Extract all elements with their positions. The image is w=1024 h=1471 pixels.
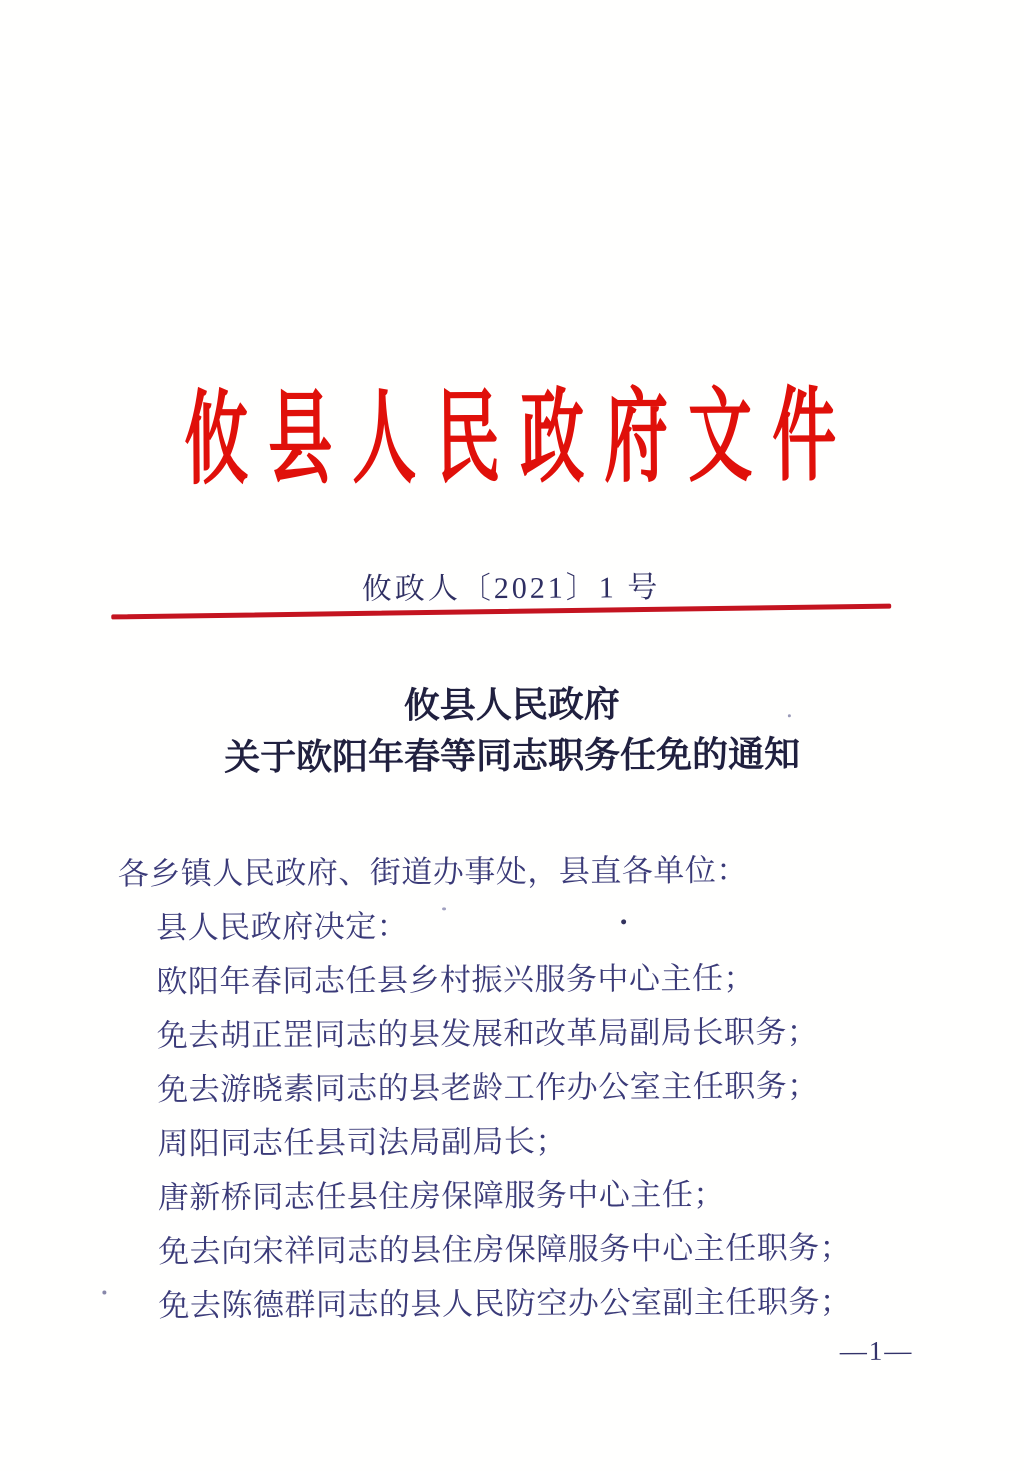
body-line: 免去向宋祥同志的县住房保障服务中心主任职务； — [158, 1229, 852, 1270]
body-line: 欧阳年春同志任县乡村振兴服务中心主任； — [156, 960, 756, 1000]
government-masthead-title: 攸县人民政府文件 — [183, 379, 857, 498]
notice-title — [0, 677, 1024, 785]
body-line: 免去胡正罡同志的县发展和改革局副局长职务； — [156, 1014, 819, 1054]
ink-dot-artifact — [102, 1290, 106, 1294]
page-number: —1— — [839, 1335, 914, 1367]
notice-title-line1: 攸县人民政府 — [403, 684, 620, 726]
body-line: 免去游晓素同志的县老龄工作办公室主任职务； — [157, 1068, 819, 1108]
body-line: 唐新桥同志任县住房保障服务中心主任； — [157, 1176, 725, 1216]
document-reference-number: 攸政人〔2021〕1 号 — [361, 571, 661, 606]
ink-dot-artifact — [621, 919, 626, 924]
body-line: 周阳同志任县司法局副局长； — [157, 1123, 568, 1162]
body-line: 县人民政府决定： — [156, 908, 409, 946]
ink-dot-artifact — [442, 907, 446, 910]
salutation-line: 各乡镇人民政府、街道办事处，县直各单位： — [117, 852, 748, 892]
ink-dot-artifact — [788, 714, 791, 717]
body-paragraphs — [118, 843, 921, 1334]
body-line: 免去陈德群同志的县人民防空办公室副主任职务； — [158, 1283, 852, 1324]
notice-title-line2: 关于欧阳年春等同志职务任免的通知 — [223, 734, 801, 778]
